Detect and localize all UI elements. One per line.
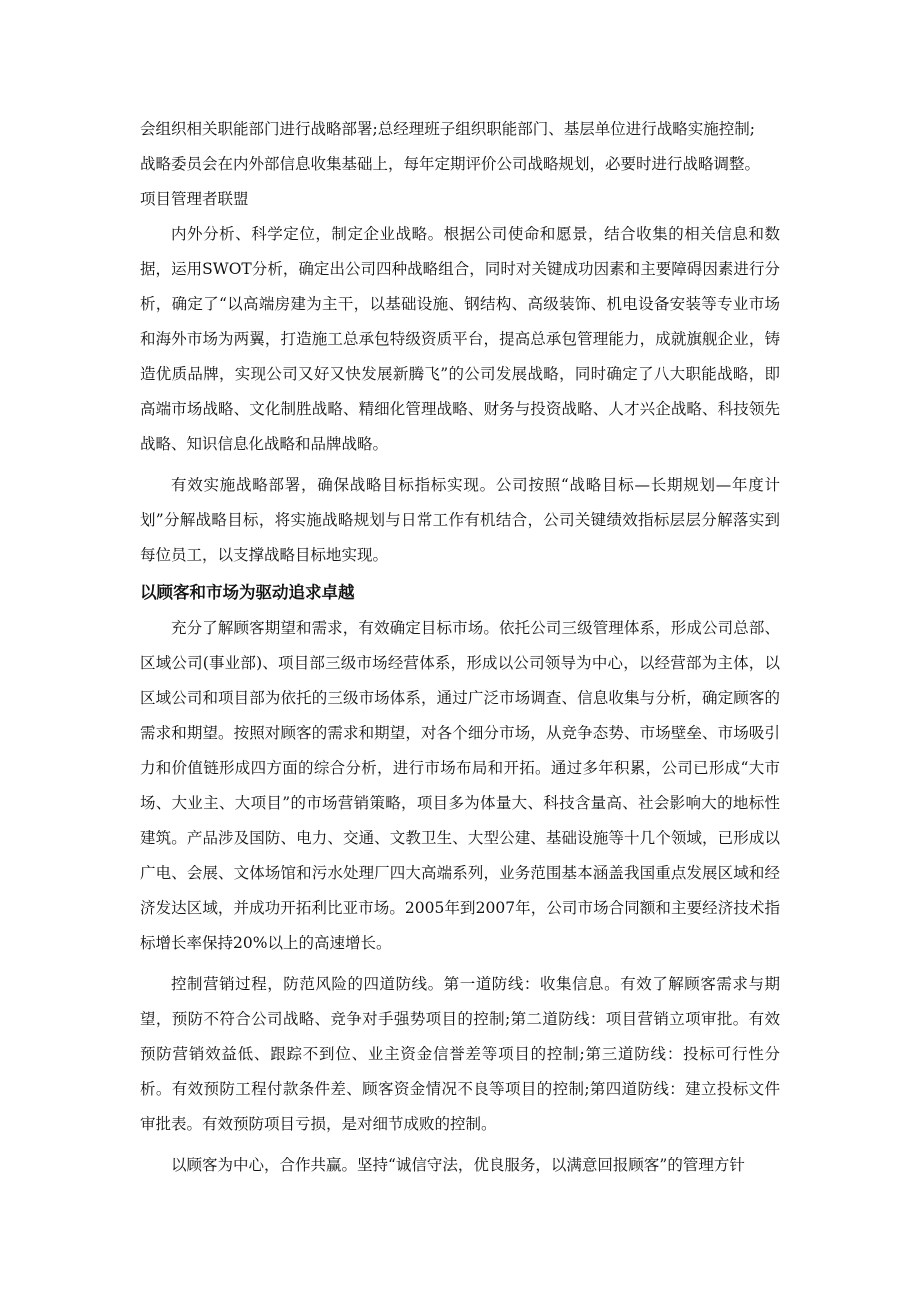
section-heading: 以顾客和市场为驱动追求卓越 (140, 583, 355, 602)
paragraph-risk-control: 控制营销过程，防范风险的四道防线。第一道防线：收集信息。有效了解顾客需求与期望，预防不符合公司战略、竞争对手强势项目的控制;第二道防线：项目营销立项审批。有效预防营销效益低、跟踪不到位、业主资金信誉差等项目的控制;第三道防线：投标可行性分析。有效预防工程付款条件差、顾客资金情况不良等项目的控制;第四道防线：建立投标文件审批表。有效预防项目亏损，是对细节成败的控制。 (140, 975, 780, 1133)
paragraph-strategy: 内外分析、科学定位，制定企业战略。根据公司使命和愿景，结合收集的相关信息和数据，运用SWOT分析，确定出公司四种战略组合，同时对关键成功因素和主要障碍因素进行分析，确定了“以高端房建为主干，以基础设施、钢结构、高级装饰、机电设备安装等专业市场和海外市场为两翼，打造施工总承包特级资质平台，提高总承包管理能力，成就旗舰企业，铸造优质品牌，实现公司又好又快发展新腾飞”的公司发展战略，同时确定了八大职能战略，即高端市场战略、文化制胜战略、精细化管理战略、财务与投资战略、人才兴企战略、科技领先战略、知识信息化战略和品牌战略。 (140, 225, 780, 453)
intro-line: 项目管理者联盟 (140, 190, 249, 208)
paragraph-market: 充分了解顾客期望和需求，有效确定目标市场。依托公司三级管理体系，形成公司总部、区域公司(事业部)、项目部三级市场经营体系，形成以公司领导为中心，以经营部为主体，以区域公司和项目部为依托的三级市场体系，通过广泛市场调查、信息收集与分析，确定顾客的需求和期望。按照对顾客的需求和期望，对各个细分市场，从竞争态势、市场壁垒、市场吸引力和价值链形成四方面的综合分析，进行市场布局和开拓。通过多年积累，公司已形成“大市场、大业主、大项目”的市场营销策略，项目多为体量大、科技含量高、社会影响大的地标性建筑。产品涉及国防、电力、交通、文教卫生、大型公建、基础设施等十几个领域，已形成以广电、会展、文体场馆和污水处理厂四大高端系列，业务范围基本涵盖我国重点发展区域和经济发达区域，并成功开拓利比亚市场。2005年到2007年，公司市场合同额和主要经济技术指标增长率保持20%以上的高速增长。 (140, 619, 780, 952)
intro-line: 会组织相关职能部门进行战略部署;总经理班子组织职能部门、基层单位进行战略实施控制; (140, 120, 755, 138)
intro-line: 战略委员会在内外部信息收集基础上，每年定期评价公司战略规划，必要时进行战略调整。 (140, 155, 761, 173)
intro-block (140, 112, 780, 217)
paragraph-implementation: 有效实施战略部署，确保战略目标指标实现。公司按照“战略目标—长期规划—年度计划”分解战略目标，将实施战略规划与日常工作有机结合，公司关键绩效指标层层分解落实到每位员工，以支撑战略目标地实现。 (140, 476, 780, 564)
paragraph-customer: 以顾客为中心，合作共赢。坚持“诚信守法，优良服务，以满意回报顾客”的管理方针 (171, 1156, 745, 1174)
